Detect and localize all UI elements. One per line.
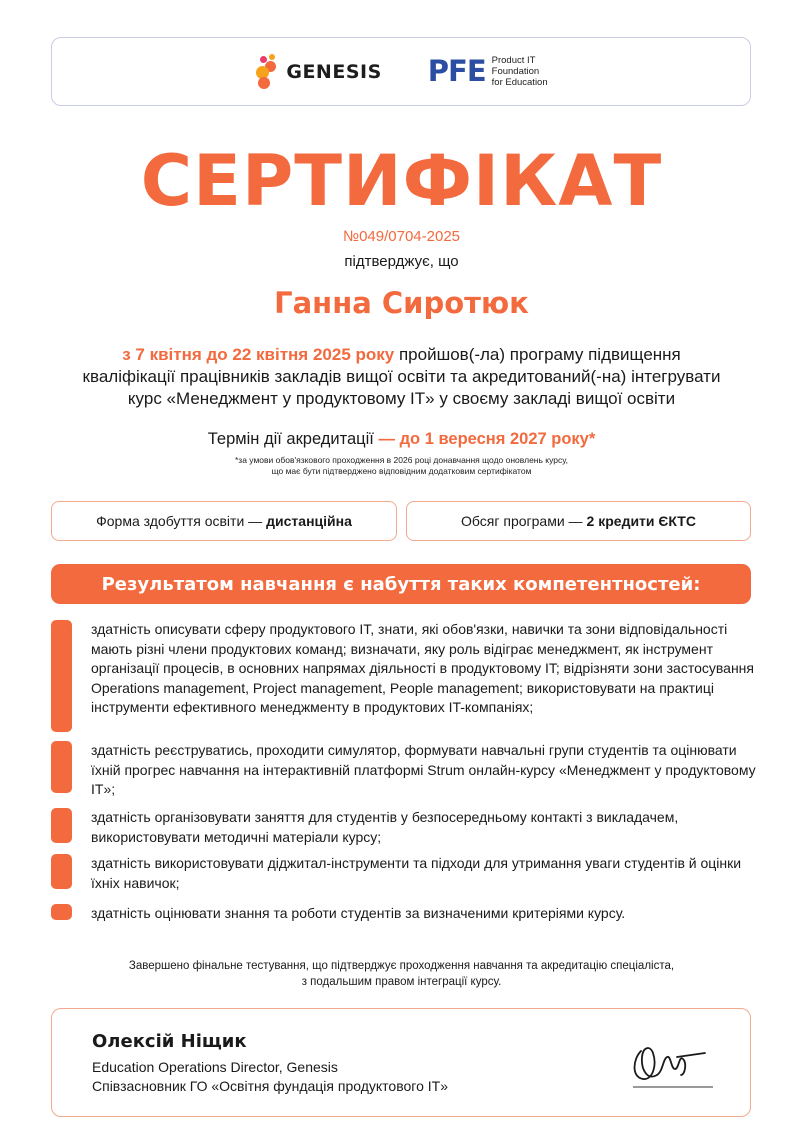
final-note-line: з подальшим правом інтеграції курсу. bbox=[301, 976, 502, 988]
statement-line: курс «Менеджмент у продуктовому IT» у своєму закладі вищої освіти bbox=[127, 389, 676, 408]
footnote-line: що має бути підтверджено відповідним додатковим сертифікатом bbox=[271, 466, 532, 476]
statement-line: кваліфікації працівників закладів вищої освіти та акредитований(-на) інтегрувати bbox=[82, 367, 721, 386]
pfe-wordmark: PFE bbox=[427, 54, 486, 88]
competency-text: здатність організовувати заняття для студентів у безпосередньому контакті з викладачем, використовувати методичні матеріали курсу; bbox=[91, 809, 679, 845]
logo-bar bbox=[51, 37, 751, 106]
program-volume-box bbox=[406, 501, 751, 541]
statement-line: пройшов(-ла) програму підвищення bbox=[394, 345, 681, 364]
competency-text: здатність реєструватись, проходити симулятор, формувати навчальні групи студентів та оцінювати їхній прогрес навчання на інтерактивній платформі Strum онлайн-курсу «Менеджмент у продуктовому IT»; bbox=[91, 742, 756, 797]
term-label: Термін дії акредитації bbox=[207, 430, 379, 448]
bullet-bar bbox=[51, 741, 72, 793]
accreditation-term bbox=[0, 430, 803, 449]
program-volume-value: 2 кредити ЄКТС bbox=[586, 513, 696, 529]
bullet-bar bbox=[51, 904, 72, 920]
bullet-bar bbox=[51, 854, 72, 889]
signer-role: Education Operations Director, Genesis bbox=[92, 1059, 338, 1075]
bullet-bar bbox=[51, 808, 72, 843]
bullet-bar bbox=[51, 620, 72, 732]
pfe-logo bbox=[428, 55, 548, 88]
certificate-title: СЕРТИФІКАТ bbox=[140, 140, 663, 222]
handwritten-signature bbox=[627, 1029, 717, 1094]
signer-name: Олексій Ніщик bbox=[92, 1031, 247, 1052]
program-volume-label: Обсяг програми — bbox=[461, 513, 583, 529]
competencies-heading: Результатом навчання є набуття таких компетентностей: bbox=[51, 564, 751, 604]
pfe-tagline-line: for Education bbox=[491, 77, 548, 88]
confirms-text: підтверджує, що bbox=[344, 253, 459, 270]
genesis-wordmark: GENESIS bbox=[286, 60, 382, 83]
pfe-tagline-line: Foundation bbox=[491, 66, 540, 77]
final-note-line: Завершено фінальне тестування, що підтверджує проходження навчання та акредитацію спеціаліста, bbox=[128, 960, 675, 972]
competency-text: здатність оцінювати знання та роботи студентів за визначеними критеріями курсу. bbox=[91, 905, 626, 921]
genesis-logo bbox=[254, 52, 381, 92]
final-note bbox=[0, 958, 803, 990]
period-highlight: з 7 квітня до 22 квітня 2025 року bbox=[122, 345, 395, 364]
competency-text: здатність використовувати діджитал-інструменти та підходи для утримання уваги студентів й оцінки їхніх навичок; bbox=[91, 855, 742, 891]
pfe-tagline-line: Product IT bbox=[491, 55, 536, 66]
recipient-name: Ганна Сиротюк bbox=[274, 286, 529, 320]
study-form-value: дистанційна bbox=[266, 513, 352, 529]
term-value: — до 1 вересня 2027 року* bbox=[378, 430, 596, 448]
statement-paragraph bbox=[40, 344, 763, 410]
study-form-box bbox=[51, 501, 397, 541]
study-form-label: Форма здобуття освіти — bbox=[96, 513, 263, 529]
signer-organization: Співзасновник ГО «Освітня фундація продуктового IT» bbox=[92, 1078, 448, 1094]
certificate-number: №049/0704-2025 bbox=[342, 228, 461, 245]
signature-box bbox=[51, 1008, 751, 1117]
pfe-tagline bbox=[492, 55, 548, 88]
genesis-dots-icon bbox=[254, 52, 282, 92]
footnote bbox=[0, 455, 803, 477]
competency-text: здатність описувати сферу продуктового IT, знати, які обов'язки, навички та зони відповідальності мають різні члени продуктових команд; визначати, яку роль відіграє менеджмент, як інструмент організації процесів, в основних напрямах діяльності в продуктовому IT; відрізняти зони застосування Operations management, Project management, People management; використовувати на практиці інструменти ефективного менеджменту в продуктових IT-компаніях; bbox=[91, 621, 754, 715]
footnote-line: *за умови обов'язкового проходження в 2026 році донавчання щодо оновлень курсу, bbox=[235, 455, 568, 465]
